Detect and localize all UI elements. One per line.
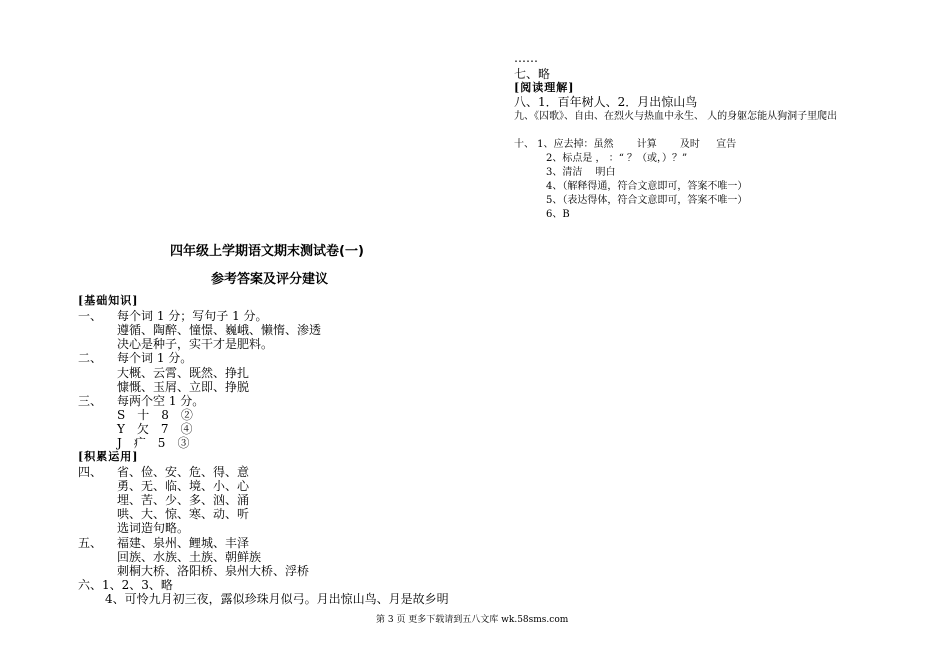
answer-q4-b: 勇、无、临、境、小、心 — [117, 479, 250, 493]
answer-q3-c: Y 欠 7 ④ — [117, 422, 193, 436]
answer-q3-a: 每两个空 1 分。 — [117, 394, 205, 408]
q1-label: 一、 — [78, 309, 103, 323]
answer-q5-c: 刺桐大桥、洛阳桥、泉州大桥、浮桥 — [117, 564, 310, 578]
answer-q10-4: 4、（解释得通，符合文意即可，答案不唯一） — [546, 181, 748, 192]
page-footer: 第 3 页 更多下载请到五八文库 wk.58sms.com — [376, 615, 569, 625]
answer-q2-a: 每个词 1 分。 — [117, 351, 193, 365]
answer-q4-a: 省、俭、安、危、得、意 — [117, 465, 250, 479]
answer-q1-b: 遵循、陶醉、憧憬、巍峨、懒惰、渗透 — [117, 323, 322, 337]
answer-q1-a: 每个词 1 分；写句子 1 分。 — [117, 309, 268, 323]
answer-q4-c: 埋、苦、少、多、汹、涌 — [117, 493, 250, 507]
answer-q5-b: 回族、水族、土族、朝鲜族 — [117, 550, 262, 564]
answer-q4-e: 选词造句略。 — [117, 521, 190, 535]
q2-label: 二、 — [78, 351, 103, 365]
section-header-accumulation: [积累运用] — [78, 450, 139, 463]
answer-q10-3: 3、清洁 明白 — [546, 167, 616, 178]
answer-q10-6: 6、B — [546, 209, 570, 220]
answer-q2-b: 大概、云霄、既然、挣扎 — [117, 366, 250, 380]
page-title: 四年级上学期语文期末测试卷(一) — [170, 244, 364, 259]
answer-q10-5: 5、（表达得体，符合文意即可，答案不唯一） — [546, 195, 748, 206]
answer-q5-a: 福建、泉州、鲤城、丰泽 — [117, 536, 250, 550]
q4-label: 四、 — [78, 465, 103, 479]
answer-q4-d: 哄、大、惊、寒、动、听 — [117, 507, 250, 521]
q3-label: 三、 — [78, 394, 103, 408]
answer-q1-c: 决心是种子，实干才是肥料。 — [117, 337, 274, 351]
answer-q3-b: S 十 8 ② — [117, 408, 193, 422]
page-subtitle: 参考答案及评分建议 — [211, 272, 329, 287]
section-header-reading: [阅读理解] — [514, 81, 575, 94]
section-header-basic: [基础知识] — [78, 294, 139, 307]
answer-q2-c: 慷慨、玉屑、立即、挣脱 — [117, 380, 250, 394]
answer-q6-b: 4、可怜九月初三夜，露似珍珠月似弓。月出惊山鸟、月是故乡明 — [105, 592, 449, 606]
answer-q9: 九、《囚歌》、自由、在烈火与热血中永生、 人的身躯怎能从狗洞子里爬出 — [514, 111, 838, 122]
q5-label: 五、 — [78, 536, 103, 550]
answer-q10-1: 十、 1、应去掉：虽然 计算 及时 宣告 — [514, 139, 737, 150]
answer-q10-2: 2、标点是 ， ：“ ？（或，）？” — [546, 153, 688, 164]
ellipsis-text: …… — [514, 51, 538, 65]
answer-q6-a: 六、1、2、3、略 — [78, 578, 173, 592]
answer-q7: 七、略 — [514, 67, 551, 81]
answer-q8: 八、1．百年树人、2．月出惊山鸟 — [514, 95, 698, 109]
answer-q3-d: J 疒 5 ③ — [117, 436, 190, 450]
